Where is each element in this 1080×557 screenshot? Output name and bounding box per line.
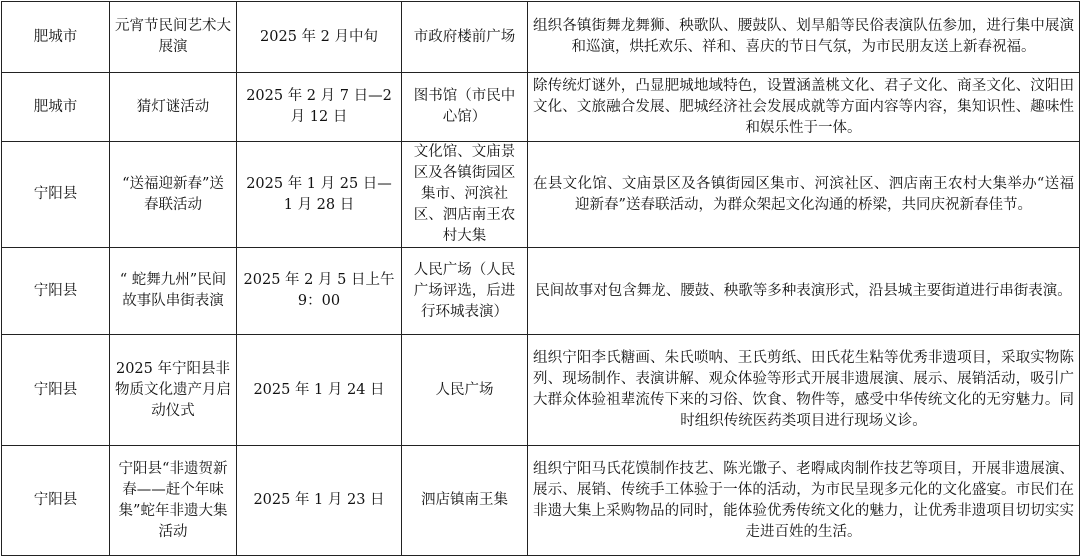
event-name-cell: 宁阳县“非遗贺新春——赶个年味集”蛇年非遗大集活动	[110, 446, 237, 556]
city-cell: 宁阳县	[2, 446, 110, 556]
table-row	[2, 73, 1080, 142]
table-row	[2, 248, 1080, 335]
event-description-cell: 组织宁阳李氏糖画、朱氏唢呐、王氏剪纸、田氏花生粘等优秀非遗项目，采取实物陈列、现场制作、表演讲解、观众体验等形式开展非遗展演、展示、展销活动，吸引广大群众体验祖辈流传下来的习俗、饮食、物件等，感受中华传统文化的无穷魅力。同时组织传统医药类项目进行现场义诊。	[528, 335, 1080, 446]
city-cell: 宁阳县	[2, 335, 110, 446]
event-description-cell: 除传统灯谜外，凸显肥城地域特色，设置涵盖桃文化、君子文化、商圣文化、汶阳田文化、文旅融合发展、肥城经济社会发展成就等方面内容等内容，集知识性、趣味性和娱乐性于一体。	[528, 73, 1080, 142]
event-time-cell: 2025 年 1 月 24 日	[237, 335, 402, 446]
city-cell: 肥城市	[2, 73, 110, 142]
event-description-cell: 民间故事对包含舞龙、腰鼓、秧歌等多种表演形式，沿县城主要街道进行串街表演。	[528, 248, 1080, 335]
event-place-cell: 文化馆、文庙景区及各镇街园区集市、河滨社区、泗店南王农村大集	[402, 142, 528, 248]
event-place-cell: 人民广场（人民广场评选，后进行环城表演）	[402, 248, 528, 335]
event-place-cell: 市政府楼前广场	[402, 2, 528, 73]
events-table	[1, 1, 1080, 556]
event-place-cell: 人民广场	[402, 335, 528, 446]
event-place-cell: 图书馆（市民中心馆）	[402, 73, 528, 142]
table-row	[2, 446, 1080, 556]
event-time-cell: 2025 年 1 月 25 日—1 月 28 日	[237, 142, 402, 248]
event-time-cell: 2025 年 2 月中旬	[237, 2, 402, 73]
event-place-cell: 泗店镇南王集	[402, 446, 528, 556]
event-time-cell: 2025 年 2 月 7 日—2 月 12 日	[237, 73, 402, 142]
event-name-cell: 猜灯谜活动	[110, 73, 237, 142]
table-row	[2, 335, 1080, 446]
event-name-cell: 2025 年宁阳县非物质文化遗产月启动仪式	[110, 335, 237, 446]
table-row	[2, 2, 1080, 73]
event-description-cell: 组织各镇街舞龙舞狮、秧歌队、腰鼓队、划旱船等民俗表演队伍参加，进行集中展演和巡演，烘托欢乐、祥和、喜庆的节日气氛，为市民朋友送上新春祝福。	[528, 2, 1080, 73]
city-cell: 宁阳县	[2, 248, 110, 335]
city-cell: 肥城市	[2, 2, 110, 73]
event-description-cell: 组织宁阳马氏花馍制作技艺、陈光馓子、老嘚咸肉制作技艺等项目，开展非遗展演、展示、展销、传统手工体验于一体的活动，为市民呈现多元化的文化盛宴。市民们在非遗大集上采购物品的同时，能体验优秀传统文化的魅力，让优秀非遗项目切切实实走进百姓的生活。	[528, 446, 1080, 556]
event-name-cell: “送福迎新春”送春联活动	[110, 142, 237, 248]
event-time-cell: 2025 年 1 月 23 日	[237, 446, 402, 556]
table-row	[2, 142, 1080, 248]
event-name-cell: “ 蛇舞九州”民间故事队串街表演	[110, 248, 237, 335]
city-cell: 宁阳县	[2, 142, 110, 248]
event-description-cell: 在县文化馆、文庙景区及各镇街园区集市、河滨社区、泗店南王农村大集举办“送福迎新春”送春联活动，为群众架起文化沟通的桥梁，共同庆祝新春佳节。	[528, 142, 1080, 248]
event-time-cell: 2025 年 2 月 5 日上午 9：00	[237, 248, 402, 335]
event-name-cell: 元宵节民间艺术大展演	[110, 2, 237, 73]
